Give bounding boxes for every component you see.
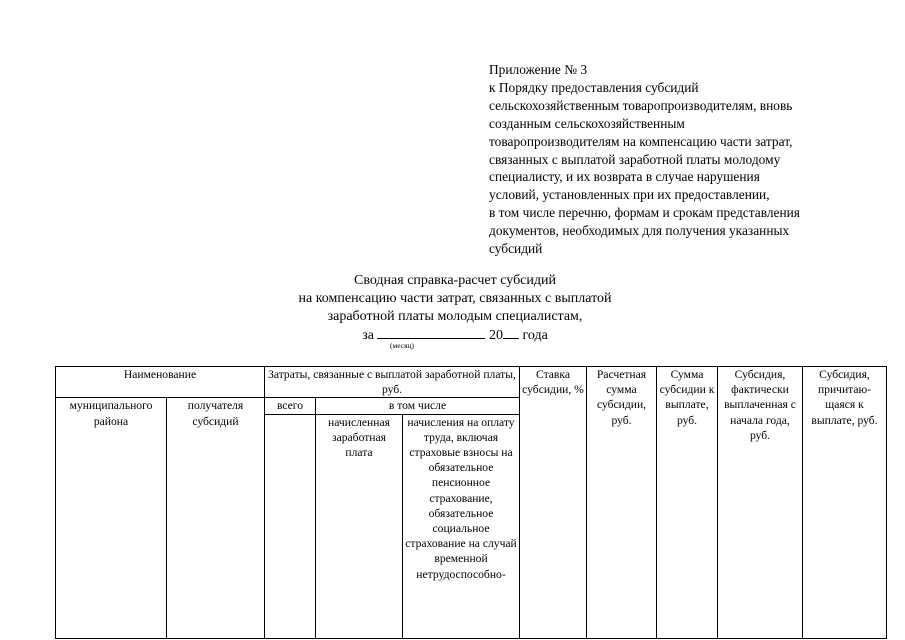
header-due: Сумма субсидии к выплате, руб. bbox=[657, 367, 718, 639]
title-line-1: Сводная справка-расчет субсидий bbox=[353, 273, 556, 288]
appendix-line: связанных с выплатой заработной платы молодому bbox=[489, 151, 781, 167]
header-costs: Затраты, связанные с выплатой заработной платы, руб. bbox=[265, 367, 520, 398]
header-paid: Субсидия, фактически выплаченная с начала года, руб. bbox=[718, 367, 803, 639]
year-blank bbox=[503, 326, 519, 339]
appendix-line: специалисту, и их возврата в случае нарушения bbox=[489, 169, 760, 185]
appendix-line: Приложение № 3 bbox=[489, 62, 588, 77]
appendix-line: в том числе перечню, формам и срокам представления bbox=[489, 205, 800, 221]
month-caption: (месяц) bbox=[390, 341, 415, 350]
appendix-line: условий, установленных при их предоставлении, bbox=[489, 187, 770, 203]
header-payable: Субсидия, причитаю-щаяся к выплате, руб. bbox=[803, 367, 887, 639]
appendix-line: документов, необходимых для получения указанных bbox=[489, 223, 790, 239]
title-line-3: заработной платы молодым специалистам, bbox=[327, 309, 583, 324]
document-title bbox=[240, 272, 670, 345]
period-line bbox=[240, 326, 670, 345]
header-name: Наименование bbox=[56, 367, 265, 398]
header-recipient: получателя субсидий bbox=[167, 398, 265, 638]
appendix-header bbox=[489, 61, 889, 258]
header-contributions: начисления на оплату труда, включая страховые взносы на обязательное пенсионное страхование, обязательное социальное страхование на случай временной нетрудоспособно- bbox=[403, 414, 520, 638]
header-including: в том числе bbox=[316, 398, 520, 414]
appendix-line: сельскохозяйственным товаропроизводителям, вновь bbox=[489, 97, 793, 113]
period-prefix: за bbox=[362, 328, 374, 343]
header-total: всего bbox=[265, 398, 316, 414]
period-year: 20 bbox=[488, 328, 503, 343]
header-calculated: Расчетная сумма субсидии, руб. bbox=[587, 367, 657, 639]
appendix-line: созданным сельскохозяйственным bbox=[489, 115, 685, 131]
period-suffix: года bbox=[522, 328, 548, 343]
header-rate: Ставка субсидии, % bbox=[520, 367, 587, 639]
title-line-2: на компенсацию части затрат, связанных с выплатой bbox=[298, 291, 612, 306]
appendix-line: субсидий bbox=[489, 241, 543, 257]
appendix-line: к Порядку предоставления субсидий bbox=[489, 79, 699, 95]
subsidy-table bbox=[55, 366, 887, 639]
total-column-filler bbox=[265, 414, 316, 638]
header-accrued: начисленная заработная плата bbox=[316, 414, 403, 638]
appendix-line: товаропроизводителям на компенсацию части затрат, bbox=[489, 133, 793, 149]
header-municipal: муниципального района bbox=[56, 398, 167, 638]
month-blank bbox=[377, 326, 485, 339]
